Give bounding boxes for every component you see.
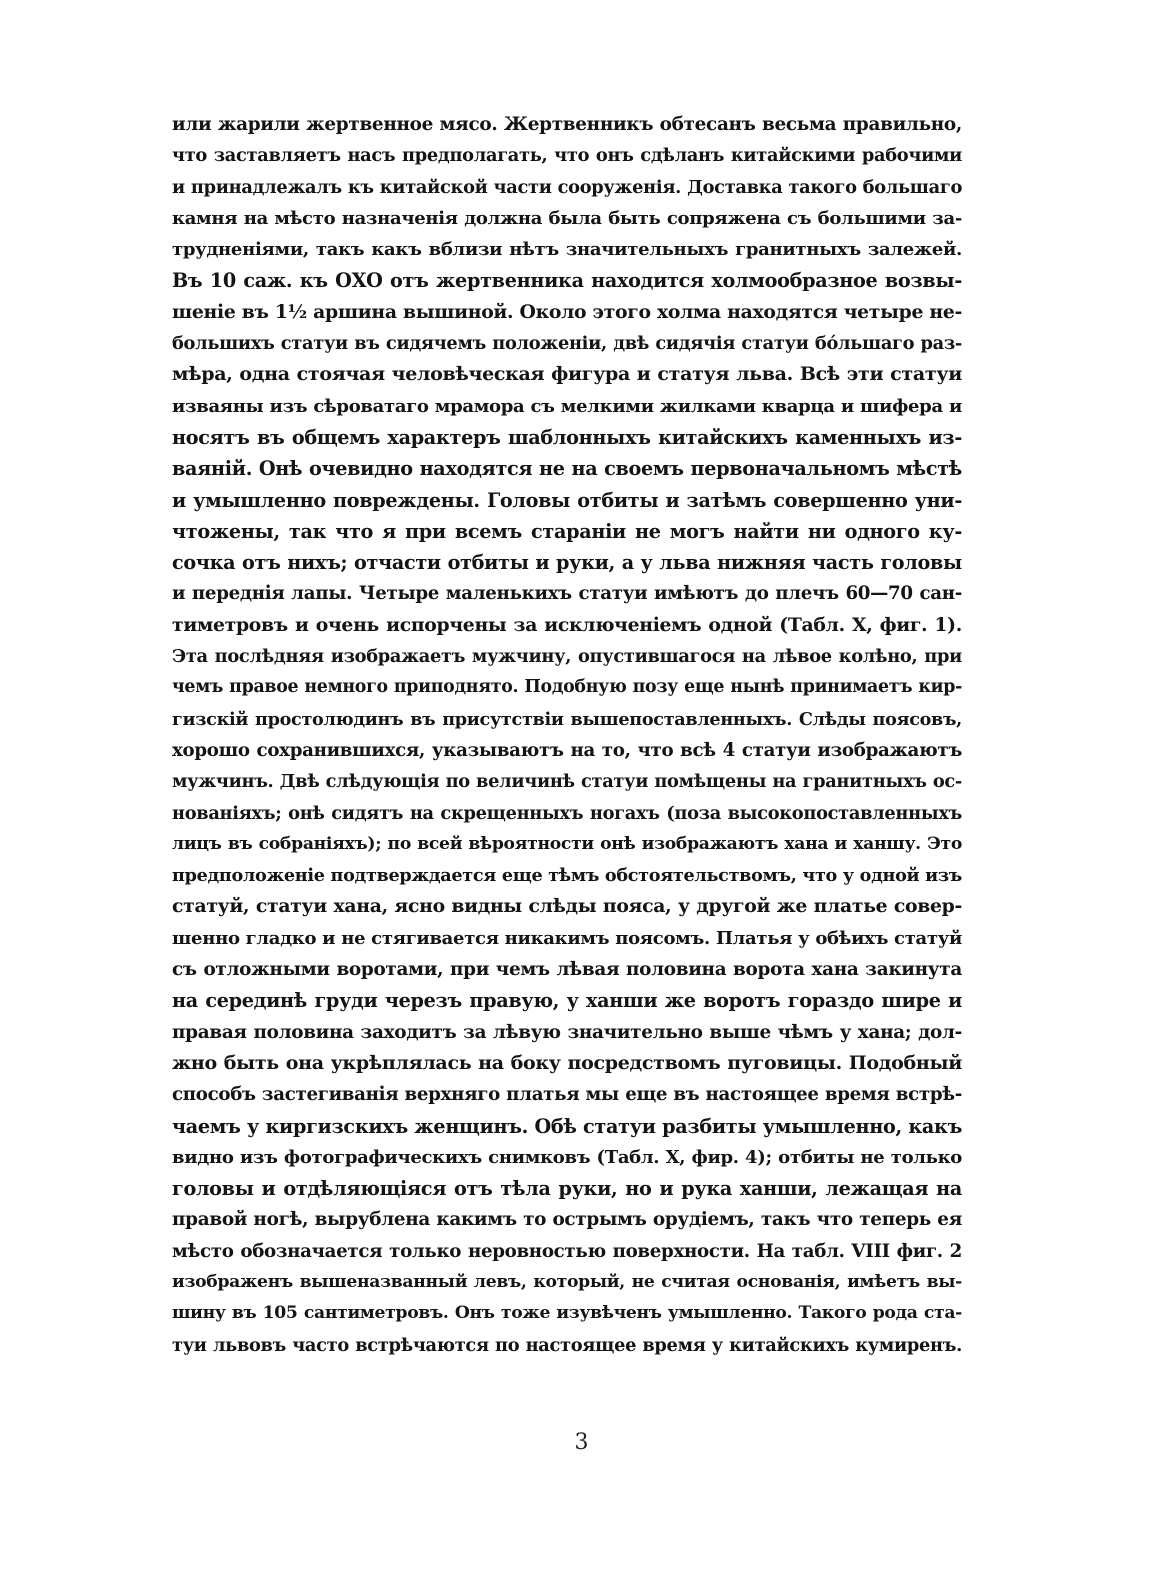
text-line: предположеніе подтверждается еще тѣмъ обстоятельствомъ, что у одной изъ: [172, 865, 962, 887]
text-line: изваяны изъ сѣроватаго мрамора съ мелкими жилками кварца и шифера и: [172, 395, 962, 417]
text-line: лицъ въ собраніяхъ); по всей вѣроятности онѣ изображаютъ хана и ханшу. Это: [172, 833, 962, 854]
text-line: статуй, статуи хана, ясно видны слѣды пояса, у другой же платье совер-: [172, 895, 962, 918]
text-line: чтожены, так что я при всемъ стараніи не могъ найти ни одного ку-: [172, 519, 962, 543]
text-line: что заставляетъ насъ предполагать, что онъ сдѣланъ китайскими рабочими: [172, 145, 962, 167]
text-line: изображенъ вышеназванный левъ, который, не считая основанія, имѣетъ вы-: [172, 1271, 962, 1292]
text-line: носятъ въ общемъ характеръ шаблонныхъ китайскихъ каменныхъ из-: [172, 425, 962, 449]
text-line: или жарили жертвенное мясо. Жертвенникъ обтесанъ весьма правильно,: [172, 114, 962, 135]
text-line: мѣсто обозначается только неровностью поверхности. На табл. VIII фиг. 2: [172, 1240, 962, 1262]
text-line: головы и отдѣляющіяся отъ тѣла руки, но и рука ханши, лежащая на: [172, 1177, 962, 1201]
text-line: и умышленно повреждены. Головы отбиты и затѣмъ совершенно уни-: [172, 488, 962, 512]
text-line: мужчинъ. Двѣ слѣдующія по величинѣ статуи помѣщены на гранитныхъ ос-: [172, 771, 962, 793]
text-line: шину въ 105 сантиметровъ. Онъ тоже изувѣченъ умышленно. Такого рода ста-: [172, 1303, 962, 1324]
text-line: и принадлежалъ къ китайской части сооруженія. Доставка такого большаго: [172, 176, 962, 198]
page-number: 3: [574, 1430, 589, 1455]
body-text: [172, 109, 962, 1361]
text-line: хорошо сохранившихся, указываютъ на то, что всѣ 4 статуи изображаютъ: [172, 739, 962, 761]
text-line: видно изъ фотографическихъ снимковъ (Табл. X, фир. 4); отбиты не только: [172, 1146, 962, 1168]
text-line: нованіяхъ; онѣ сидятъ на скрещенныхъ ногахъ (поза высокопоставленныхъ: [172, 802, 962, 824]
text-line: на серединѣ груди черезъ правую, у ханши же воротъ гораздо шире и: [172, 989, 962, 1013]
text-line: и переднія лапы. Четыре маленькихъ статуи имѣютъ до плечъ 60—70 сан-: [172, 583, 962, 605]
text-line: жно быть она укрѣплялась на боку посредствомъ пуговицы. Подобный: [172, 1051, 962, 1074]
text-line: сочка отъ нихъ; отчасти отбиты и руки, а у льва нижняя часть головы: [172, 551, 962, 575]
text-line: ваяній. Онѣ очевидно находятся не на своемъ первоначальномъ мѣстѣ: [172, 457, 962, 481]
text-line: чемъ правое немного приподнято. Подобную позу еще нынѣ принимаетъ кир-: [172, 677, 962, 698]
text-line: съ отложными воротами, при чемъ лѣвая половина ворота хана закинута: [172, 959, 962, 981]
text-line: шенно гладко и не стягивается никакимъ поясомъ. Платья у обѣихъ статуй: [172, 927, 962, 949]
text-line: Эта послѣдняя изображаетъ мужчину, опустившагося на лѣвое колѣно, при: [172, 646, 962, 668]
text-line: тиметровъ и очень испорчены за исключеніемъ одной (Табл. X, фиг. 1).: [172, 613, 962, 636]
text-line: чаемъ у киргизскихъ женщинъ. Обѣ статуи разбиты умышленно, какъ: [172, 1114, 962, 1138]
text-line: трудненіями, такъ какъ вблизи нѣтъ значительныхъ гранитныхъ залежей.: [172, 239, 962, 261]
text-line: шеніе въ 1½ аршина вышиной. Около этого холма находятся четыре не-: [172, 300, 962, 323]
text-line: гизскій простолюдинъ въ присутствіи вышепоставленныхъ. Слѣды поясовъ,: [172, 708, 962, 730]
text-line: камня на мѣсто назначенія должна была быть сопряжена съ большими за-: [172, 207, 962, 229]
text-line: способъ застегиванія верхняго платья мы еще въ настоящее время встрѣ-: [172, 1084, 962, 1106]
text-line: Въ 10 саж. къ ОХО отъ жертвенника находится холмообразное возвы-: [172, 269, 962, 293]
text-line: туи львовъ часто встрѣчаются по настоящее время у китайскихъ кумиренъ.: [172, 1334, 962, 1356]
text-line: правая половина заходитъ за лѣвую значительно выше чѣмъ у хана; дол-: [172, 1021, 962, 1043]
text-line: мѣра, одна стоячая человѣческая фигура и статуя льва. Всѣ эти статуи: [172, 363, 962, 386]
text-line: большихъ статуи въ сидячемъ положеніи, двѣ сидячія статуи бóльшаго раз-: [172, 333, 962, 355]
text-line: правой ногѣ, вырублена какимъ то острымъ орудіемъ, такъ что теперь ея: [172, 1209, 962, 1231]
